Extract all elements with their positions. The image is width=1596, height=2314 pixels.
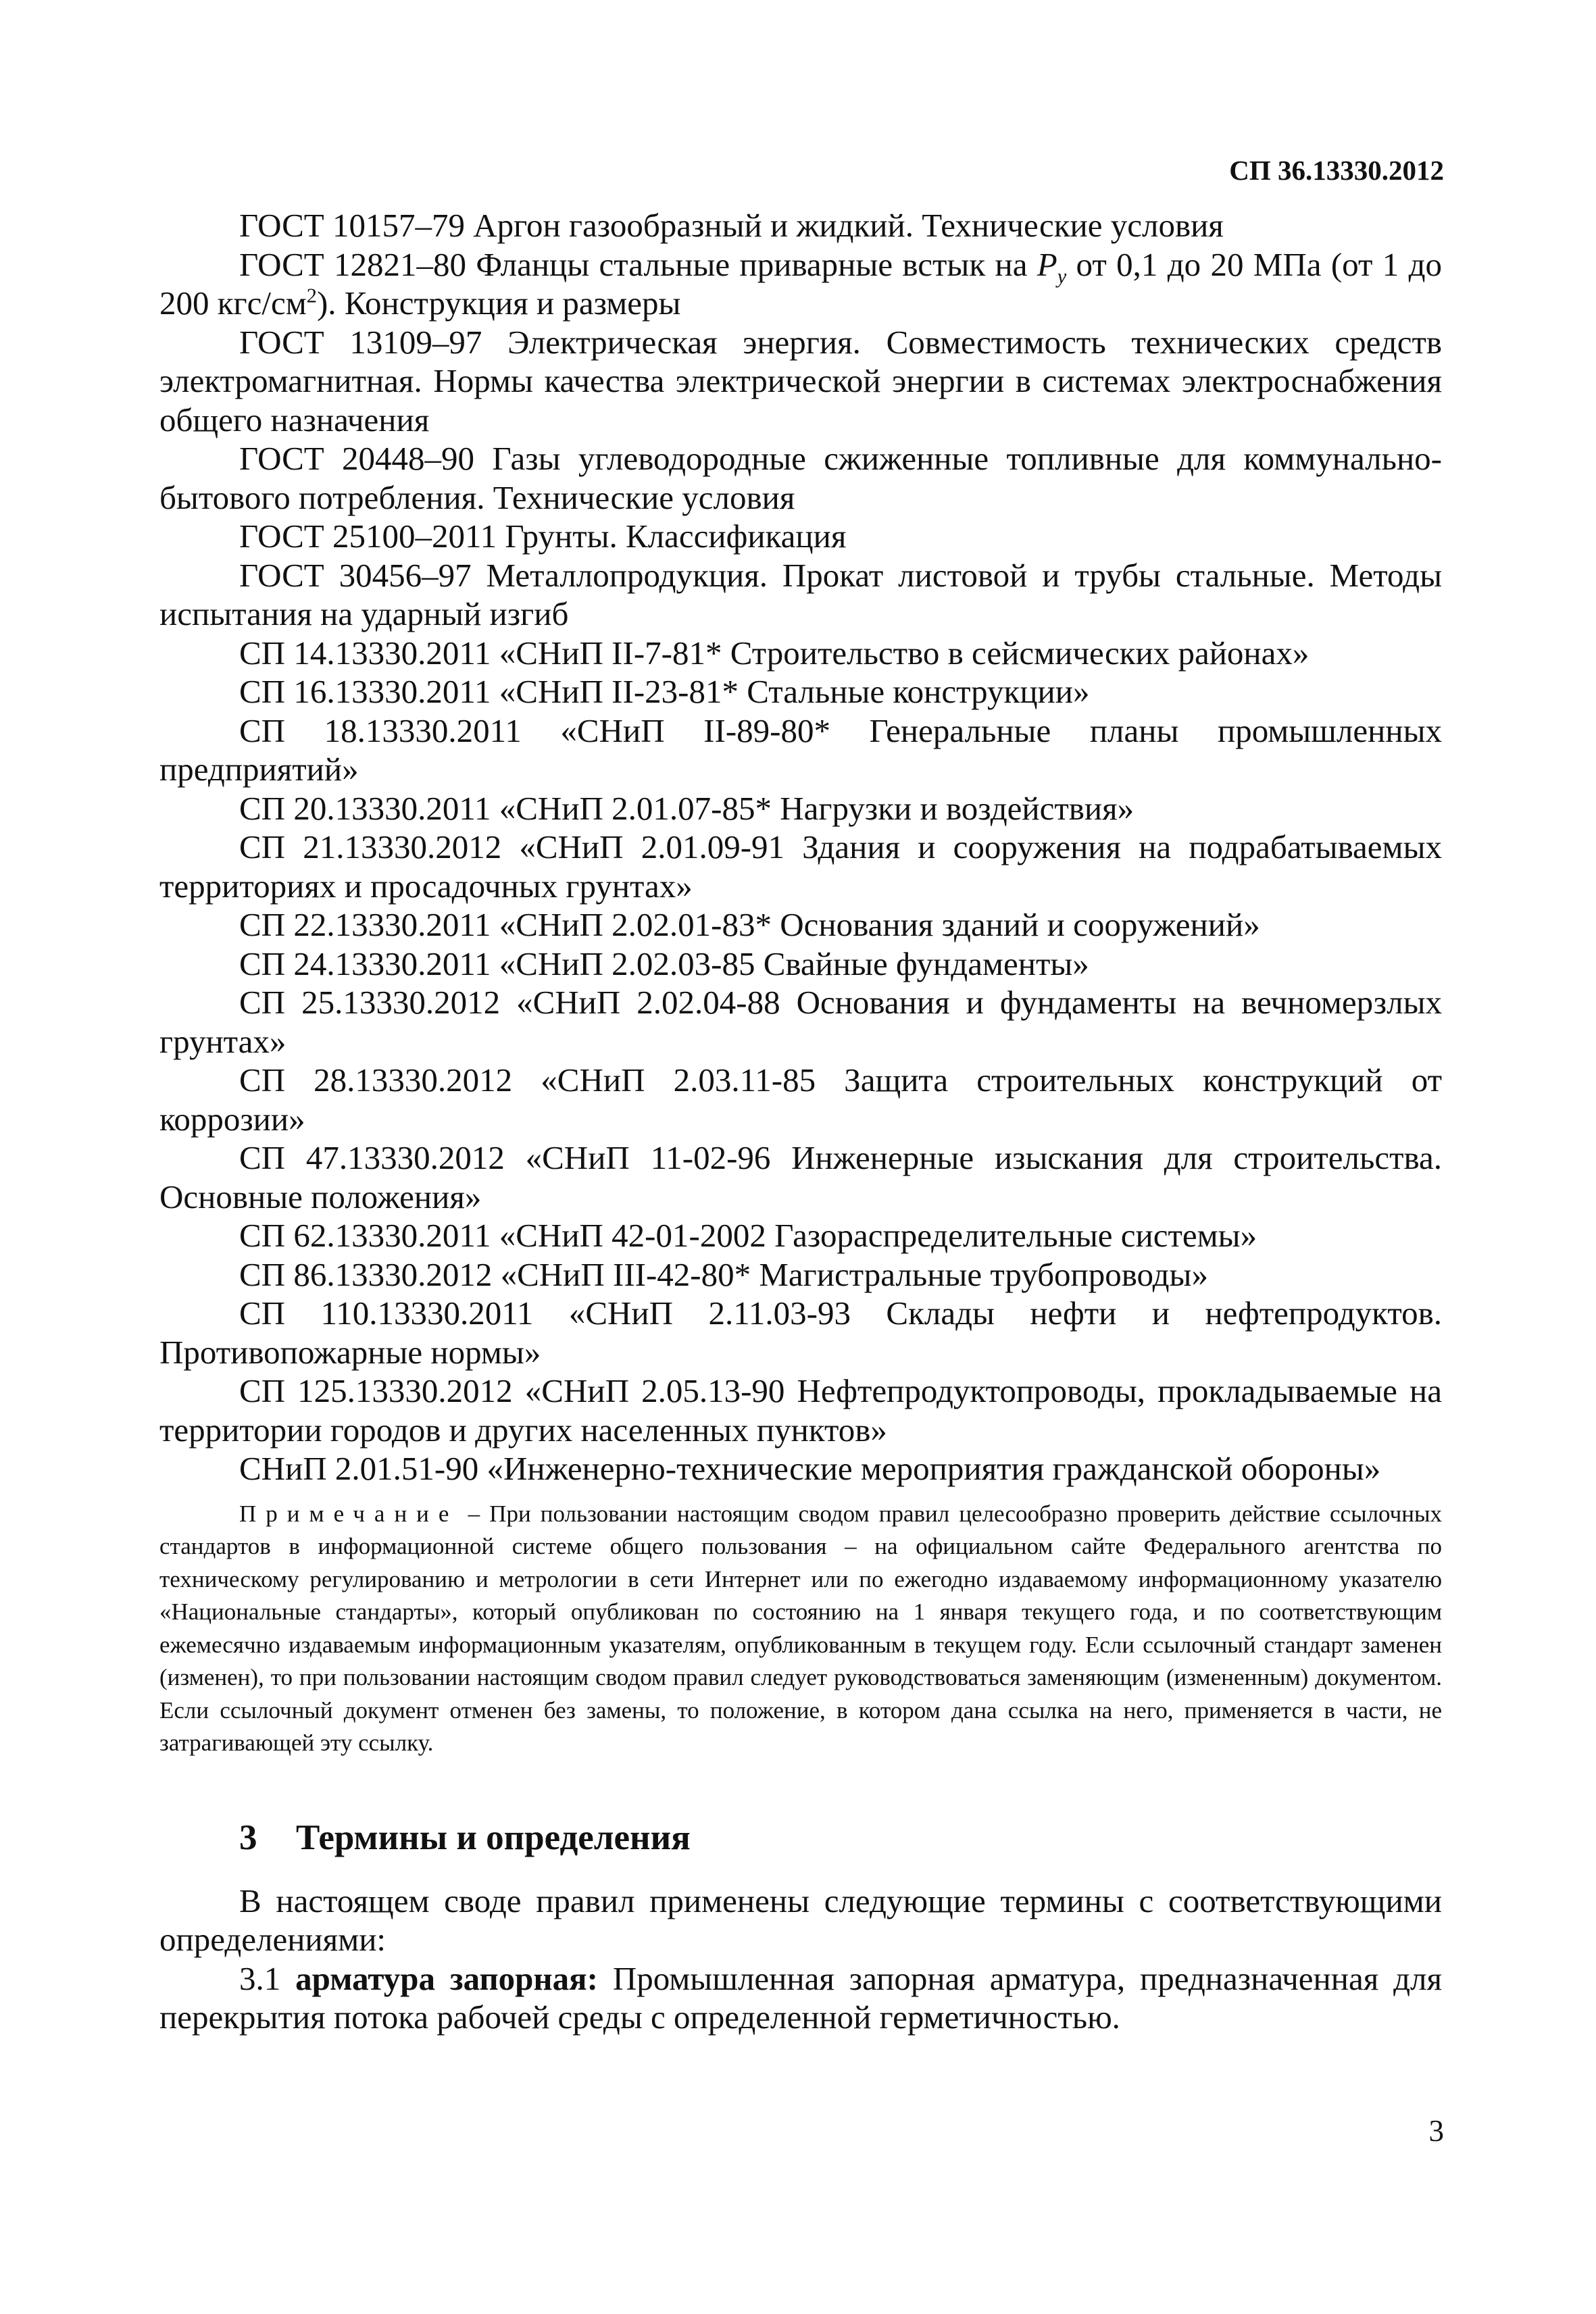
reference-entry: СП 22.13330.2011 «СНиП 2.02.01-83* Основания зданий и сооружений» [239,906,1260,943]
reference-entry: СП 25.13330.2012 «СНиП 2.02.04-88 Основания и фундаменты на вечномерзлых грунтах» [159,984,1442,1060]
reference-entry: СП 20.13330.2011 «СНиП 2.01.07-85* Нагрузки и воздействия» [239,789,1134,827]
reference-entry: ГОСТ 25100–2011 Грунты. Классификация [239,518,847,555]
section-title: Термины и определения [296,1817,691,1857]
note-text: – При пользовании настоящим сводом правил целесообразно проверить действие ссылочных стандартов в информационной системе общего пользования – на официальном сайте Федерального агентства по техническому регулированию и метрологии в сети Интернет или по ежегодно издаваемому информационному указателю «Национальные стандарты», который опубликован по состоянию на 1 января текущего года, и по соответствующим ежемесячно издаваемым информационным указателям, опубликованным в текущем году. Если ссылочный стандарт заменен (изменен), то при пользовании настоящим сводом правил следует руководствоваться заменяющим (измененным) документом. Если ссылочный документ отменен без замены, то положение, в котором дана ссылка на него, применяется в части, не затрагивающей эту ссылку. [159,1500,1442,1756]
note-paragraph [159,1498,1442,1760]
term-number: 3.1 [239,1959,281,1997]
document-code-header: СП 36.13330.2012 [1229,155,1444,186]
note-label: Примечание [239,1500,459,1527]
document-body [159,206,1442,2037]
reference-entry: СП 28.13330.2012 «СНиП 2.03.11-85 Защита строительных конструкций от коррозии» [159,1061,1442,1138]
reference-entry: СНиП 2.01.51-90 «Инженерно-технические мероприятия гражданской обороны» [239,1450,1381,1487]
reference-entry: СП 125.13330.2012 «СНиП 2.05.13-90 Нефтепродуктопроводы, прокладываемые на территории городов и других населенных пунктов» [159,1372,1442,1449]
reference-entry: СП 18.13330.2011 «СНиП II-89-80* Генеральные планы промышленных предприятий» [159,711,1442,788]
reference-entry: СП 86.13330.2012 «СНиП III-42-80* Магистральные трубопроводы» [239,1255,1208,1293]
reference-entry: ГОСТ 10157–79 Аргон газообразный и жидкий. Технические условия [239,207,1224,244]
page-number: 3 [1428,2114,1444,2148]
reference-entry: СП 47.13330.2012 «СНиП 11-02-96 Инженерные изыскания для строительства. Основные положения» [159,1139,1442,1215]
section-heading [159,1817,1442,1859]
term-name: арматура запорная: [295,1959,598,1997]
reference-entry: ГОСТ 30456–97 Металлопродукция. Прокат листовой и трубы стальные. Методы испытания на ударный изгиб [159,556,1442,632]
reference-entry: СП 16.13330.2011 «СНиП II-23-81* Стальные конструкции» [239,673,1090,710]
reference-entry: ГОСТ 20448–90 Газы углеводородные сжиженные топливные для коммунально-бытового потребления. Технические условия [159,440,1442,516]
term-definition [159,1959,1442,2037]
reference-entry: ГОСТ 13109–97 Электрическая энергия. Совместимость технических средств электромагнитная. Нормы качества электрической энергии в системах электроснабжения общего назначения [159,323,1442,438]
section-intro: В настоящем своде правил применены следующие термины с соответствующими определениями: [159,1882,1442,1958]
reference-entry: ГОСТ 12821–80 Фланцы стальные приварные встык на $P_y$ от 0,1 до 20 МПа (от 1 до 200 кгс/$см^2$). Конструкция и размеры [159,245,1443,322]
reference-entry: СП 110.13330.2011 «СНиП 2.11.03-93 Склады нефти и нефтепродуктов. Противопожарные нормы» [159,1294,1442,1371]
pressure-symbol: P [1037,245,1057,283]
reference-entry: СП 24.13330.2011 «СНиП 2.02.03-85 Свайные фундаменты» [239,945,1089,982]
section-number: 3 [239,1817,257,1857]
reference-entry: СП 14.13330.2011 «СНиП II-7-81* Строительство в сейсмических районах» [239,634,1310,672]
reference-entry: СП 21.13330.2012 «СНиП 2.01.09-91 Здания и сооружения на подрабатываемых территориях и просадочных грунтах» [159,828,1442,905]
reference-entry: СП 62.13330.2011 «СНиП 42-01-2002 Газораспределительные системы» [239,1217,1257,1254]
term-text: Промышленная запорная арматура, предназначенная для перекрытия потока рабочей среды с определенной герметичностью. [159,1959,1442,2036]
